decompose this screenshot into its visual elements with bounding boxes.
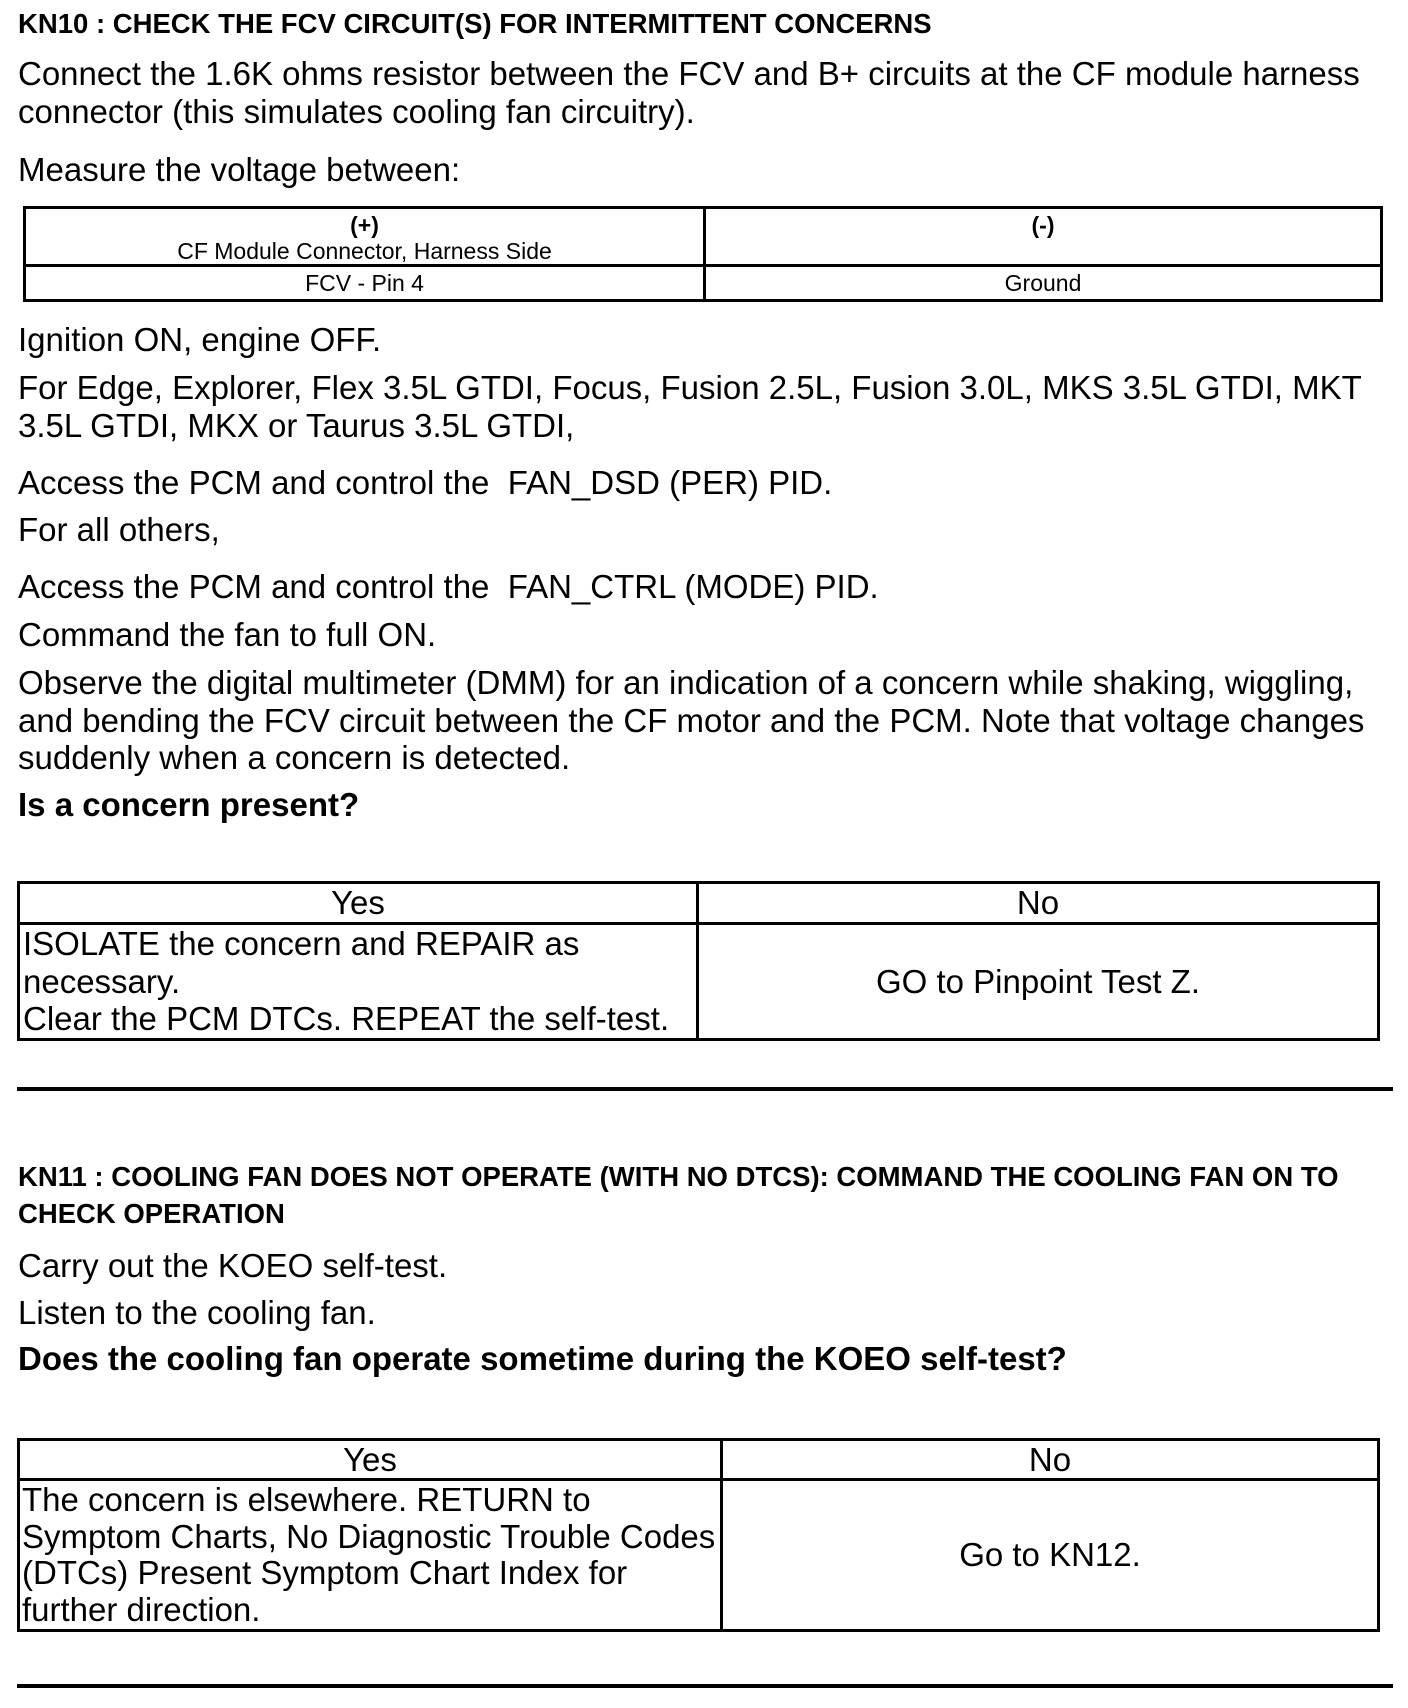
positive-lead-symbol: (+) (350, 212, 379, 238)
yes-action-cell: The concern is elsewhere. RETURN to Symptom Charts, No Diagnostic Trouble Codes (DTCs) Present Symptom Chart Index for further direction. (20, 1481, 720, 1629)
no-column-header: No (723, 1441, 1377, 1478)
positive-lead-location: CF Module Connector, Harness Side (177, 238, 552, 264)
negative-lead-symbol: (-) (1031, 212, 1055, 238)
yes-action-line: Clear the PCM DTCs. REPEAT the self-test. (23, 1000, 670, 1037)
kn10-step: Access the PCM and control the FAN_DSD (PER) PID. (18, 464, 833, 501)
kn11-question: Does the cooling fan operate sometime during the KOEO self-test? (18, 1340, 1067, 1377)
negative-lead-point: Ground (706, 267, 1380, 299)
positive-lead-header-cell (26, 209, 703, 264)
section-divider (17, 1684, 1393, 1688)
kn10-step: For all others, (18, 511, 220, 548)
no-action-cell: GO to Pinpoint Test Z. (699, 925, 1377, 1038)
yes-action-line: ISOLATE the concern and REPAIR as necessary. (23, 925, 580, 1000)
kn10-step: Command the fan to full ON. (18, 616, 437, 653)
yes-column-header: Yes (20, 884, 696, 922)
kn10-step: Access the PCM and control the FAN_CTRL (MODE) PID. (18, 568, 879, 605)
no-action-cell: Go to KN12. (723, 1481, 1377, 1629)
measurement-table (23, 206, 1383, 302)
section-divider (17, 1087, 1393, 1091)
kn11-heading: KN11 : COOLING FAN DOES NOT OPERATE (WITH NO DTCS): COMMAND THE COOLING FAN ON TO CHECK OPERATION (18, 1161, 1347, 1229)
kn10-result-table (17, 881, 1380, 1041)
yes-action-cell (20, 925, 696, 1038)
kn10-step: For Edge, Explorer, Flex 3.5L GTDI, Focus, Fusion 2.5L, Fusion 3.0L, MKS 3.5L GTDI, MKT 3.5L GTDI, MKX or Taurus 3.5L GTDI, (18, 369, 1371, 444)
kn10-question: Is a concern present? (18, 786, 360, 823)
kn11-step: Listen to the cooling fan. (18, 1294, 376, 1331)
kn11-result-table (17, 1438, 1380, 1632)
no-column-header: No (699, 884, 1377, 922)
kn10-step: Observe the digital multimeter (DMM) for an indication of a concern while shaking, wiggling, and bending the FCV circuit between the CF motor and the PCM. Note that voltage changes suddenly when a concern is detected. (18, 664, 1374, 776)
negative-lead-header-cell (706, 209, 1380, 264)
measure-label: Measure the voltage between: (18, 151, 461, 188)
yes-column-header: Yes (20, 1441, 720, 1478)
kn10-step: Ignition ON, engine OFF. (18, 321, 382, 358)
kn10-heading: KN10 : CHECK THE FCV CIRCUIT(S) FOR INTERMITTENT CONCERNS (18, 8, 932, 39)
positive-lead-point: FCV - Pin 4 (26, 267, 703, 299)
kn11-step: Carry out the KOEO self-test. (18, 1247, 448, 1284)
kn10-intro: Connect the 1.6K ohms resistor between the FCV and B+ circuits at the CF module harness connector (this simulates cooling fan circuitry). (18, 55, 1369, 130)
